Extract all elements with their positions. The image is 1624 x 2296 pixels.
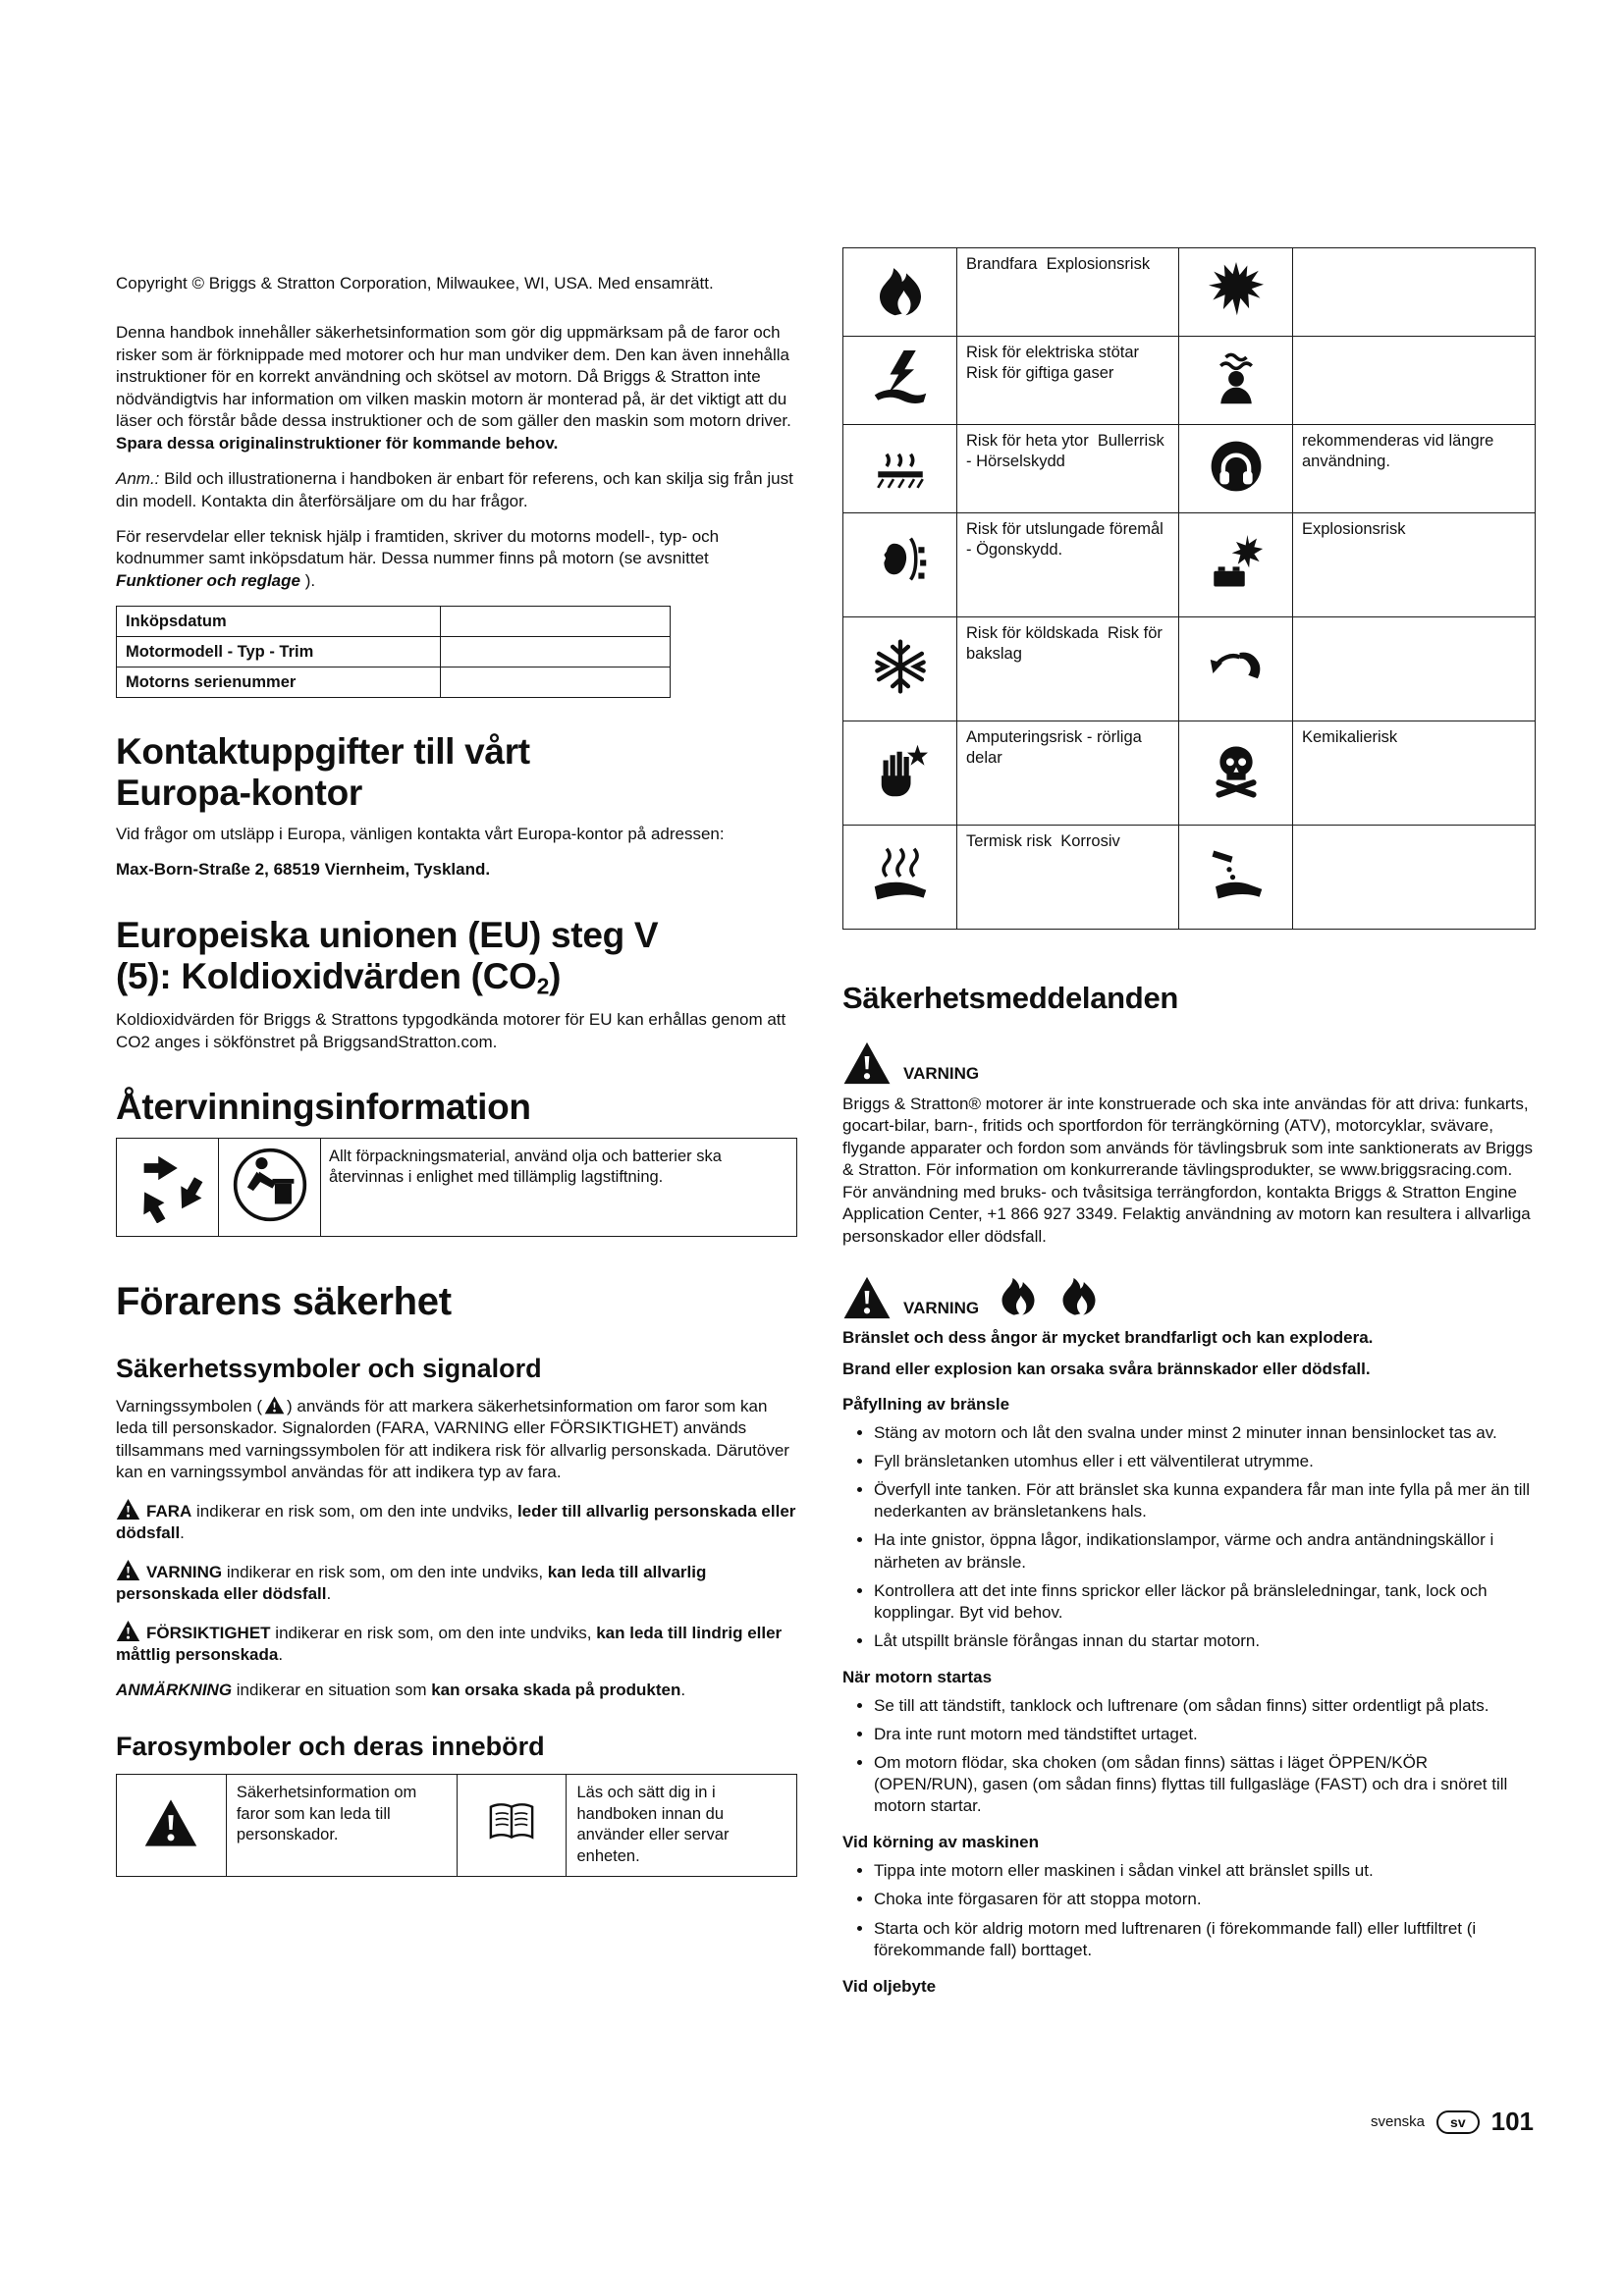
signal-word: VARNING xyxy=(146,1562,223,1581)
symbol-label: Risk för elektriska stötar Risk för giftiga gaser xyxy=(957,337,1179,425)
hazard-meaning-text: Läs och sätt dig in i handboken innan du använder eller servar enheten. xyxy=(567,1774,797,1876)
symbol-label: rekommenderas vid längre användning. xyxy=(1293,425,1536,513)
symbol-cell xyxy=(843,826,957,930)
flame-icon xyxy=(873,262,928,317)
symbol-label: Explosionsrisk xyxy=(1293,513,1536,617)
bullet-item: • Fyll bränsletanken utomhus eller i ett välventilerat utrymme. xyxy=(874,1451,1536,1472)
heading-line: Europa-kontor xyxy=(116,773,362,814)
info-label: Inköpsdatum xyxy=(117,607,441,637)
signal-word: FÖRSIKTIGHET xyxy=(146,1623,271,1642)
symbol-cell xyxy=(843,425,957,513)
table-row xyxy=(843,425,1536,513)
kickback-icon xyxy=(1209,639,1264,694)
subsection-title-starting: När motorn startas xyxy=(842,1667,993,1686)
symbol-label: Risk för köldskada Risk för bakslag xyxy=(957,617,1179,721)
signal-text: indikerar en risk som, om den inte undviks, xyxy=(222,1562,548,1581)
warning-triangle-icon xyxy=(842,1275,892,1320)
language-label: svenska xyxy=(1371,2113,1426,2130)
bullet-list xyxy=(874,1695,1536,1817)
recycling-box xyxy=(116,1138,797,1237)
symbol-label xyxy=(1293,337,1536,425)
bullet-list xyxy=(874,1860,1536,1960)
symbol-cell xyxy=(843,248,957,337)
intro-text: Denna handbok innehåller säkerhetsinformation som gör dig uppmärksam på de faror och risker som är förknippade med motorer och hur man undviker dem. Den kan även innehålla instruktioner för en korrekt användning och skötsel av motorn. Då Briggs & Stratton inte nödvändigtvis har information om vilken maskin motorn är monterad på, är det viktigt att du läser och förstår både dessa instruktioner och de som gäller den maskin som motorn driver. xyxy=(116,323,791,431)
contact-body: Vid frågor om utsläpp i Europa, vänligen kontakta vårt Europa-kontor på adressen: xyxy=(116,824,725,843)
symbol-label: Amputeringsrisk - rörliga delar xyxy=(957,721,1179,826)
corrosive-icon xyxy=(1209,847,1264,902)
notice-text: indikerar en situation som xyxy=(232,1681,432,1700)
recycling-text: Allt förpackningsmaterial, använd olja och batterier ska återvinnas i enlighet med tillämplig lagstiftning. xyxy=(321,1138,797,1236)
note-text: Bild och illustrationerna i handboken är enbart för referens, och kan skilja sig från just din modell. Kontakta din återförsäljare om du har frågor. xyxy=(116,469,793,510)
skull-crossbones-icon xyxy=(1209,743,1264,798)
language-badge: sv xyxy=(1436,2110,1480,2134)
recycle-icon xyxy=(130,1147,206,1223)
bullet-item: • Låt utspillt bränsle förångas innan du startar motorn. xyxy=(874,1630,1536,1652)
table-row xyxy=(843,248,1536,337)
symbol-cell xyxy=(1179,826,1293,930)
signal-end: . xyxy=(326,1584,332,1604)
table-row xyxy=(117,1774,797,1876)
section-heading-safety-messages: Säkerhetsmeddelanden xyxy=(842,981,1179,1015)
warning-label: VARNING xyxy=(903,1299,980,1318)
eu-body: Koldioxidvärden för Briggs & Strattons typgodkända motorer för EU kan erhållas genom att CO2 anges i sökfönstret på BriggsandStratton.com. xyxy=(116,1010,786,1051)
warning-header xyxy=(842,1273,1536,1320)
tidyman-icon xyxy=(232,1147,308,1223)
frostbite-icon xyxy=(873,639,928,694)
electric-shock-icon xyxy=(873,350,928,405)
symbols-intro-post: ) används för att markera säkerhetsinformation om faror som kan leda till personskador. Signalorden (FARA, VARNING eller FÖRSIKTIGHET) används tillsammans med varningssymbolen för att indikera risk för allvarlig personskada. Därutöver kan en varningssymbol användas för att indikera typ av fara. xyxy=(116,1397,789,1482)
symbol-label: Kemikalierisk xyxy=(1293,721,1536,826)
symbol-cell xyxy=(1179,513,1293,617)
notice-word: ANMÄRKNING xyxy=(116,1681,233,1700)
heading-text: (5): Koldioxidvärden (CO xyxy=(116,955,537,996)
battery-explosion-icon xyxy=(1209,535,1264,590)
warning-triangle-icon xyxy=(116,1620,140,1642)
table-row xyxy=(843,617,1536,721)
table-row xyxy=(117,667,671,698)
signal-text: indikerar en risk som, om den inte undviks, xyxy=(270,1623,597,1642)
table-row xyxy=(843,337,1536,425)
symbol-cell xyxy=(1179,337,1293,425)
warning-statement: Bränslet och dess ångor är mycket brandfarligt och kan explodera. xyxy=(842,1328,1374,1348)
thermal-risk-icon xyxy=(873,847,928,902)
flying-objects-icon xyxy=(873,535,928,590)
warning-triangle-icon xyxy=(116,1559,140,1581)
bullet-item: • Ha inte gnistor, öppna lågor, indikationslampor, värme och andra antändningskällor i närheten av bränsle. xyxy=(874,1529,1536,1573)
section-heading-recycling: Återvinningsinformation xyxy=(116,1087,531,1128)
signal-word: FARA xyxy=(146,1501,192,1521)
ear-protection-icon xyxy=(1209,439,1264,494)
co2-subscript: 2 xyxy=(536,973,550,999)
warning-triangle-icon xyxy=(116,1498,140,1521)
signal-text: indikerar en risk som, om den inte undviks, xyxy=(191,1501,517,1521)
info-value xyxy=(440,607,671,637)
info-value xyxy=(440,667,671,698)
info-value xyxy=(440,637,671,667)
left-column xyxy=(116,273,797,1877)
notice-bold: kan orsaka skada på produkten xyxy=(431,1681,681,1700)
subsection-title-operating: Vid körning av maskinen xyxy=(842,1833,1039,1852)
heading-line xyxy=(116,955,562,999)
symbol-cell xyxy=(843,721,957,826)
heading-line: Europeiska unionen (EU) steg V xyxy=(116,914,659,955)
explosion-icon xyxy=(1209,262,1264,317)
symbol-label xyxy=(1293,248,1536,337)
warning-triangle-icon xyxy=(143,1797,198,1848)
table-row xyxy=(843,721,1536,826)
signal-bold: kan leda till allvarlig personskada eller dödsfall xyxy=(116,1562,707,1604)
signal-word-warning xyxy=(116,1559,797,1606)
parts-bold: Funktioner och reglage xyxy=(116,570,300,590)
symbol-cell xyxy=(843,337,957,425)
symbol-cell xyxy=(843,617,957,721)
info-label: Motormodell - Typ - Trim xyxy=(117,637,441,667)
signal-word-caution xyxy=(116,1620,797,1667)
symbol-label: Risk för heta ytor Bullerrisk - Hörselskydd xyxy=(957,425,1179,513)
bullet-item: • Tippa inte motorn eller maskinen i sådan vinkel att bränslet spills ut. xyxy=(874,1860,1536,1882)
warning-triangle-icon xyxy=(842,1041,892,1086)
notice-definition xyxy=(116,1680,797,1701)
bullet-item: • Dra inte runt motorn med tändstiftet urtaget. xyxy=(874,1724,1536,1745)
parts-end: ). xyxy=(299,570,316,590)
fire-icon xyxy=(1057,1273,1101,1316)
info-label: Motorns serienummer xyxy=(117,667,441,698)
signal-end: . xyxy=(180,1523,185,1543)
bullet-item: • Se till att tändstift, tanklock och luftrenare (om sådan finns) sitter ordentligt på plats. xyxy=(874,1695,1536,1717)
section-heading-operator-safety: Förarens säkerhet xyxy=(116,1279,452,1323)
bullet-item: • Kontrollera att det inte finns sprickor eller läckor på bränsleledningar, tank, lock och kopplingar. Byt vid behov. xyxy=(874,1580,1536,1624)
table-row xyxy=(117,607,671,637)
toxic-fumes-icon xyxy=(1209,350,1264,405)
warning-statement: Brand eller explosion kan orsaka svåra brännskador eller dödsfall. xyxy=(842,1360,1371,1379)
page-number: 101 xyxy=(1490,2107,1534,2136)
section-heading-eu xyxy=(116,915,797,999)
intro-paragraph xyxy=(116,322,797,454)
symbol-cell xyxy=(1179,248,1293,337)
bullet-item: • Om motorn flödar, ska choken (om sådan finns) sättas i läget ÖPPEN/KÖR (OPEN/RUN), gasen (om sådan finns) flyttas till fullgasläge (FAST) och dra i snöret till motorn startar. xyxy=(874,1752,1536,1817)
symbol-label: Brandfara Explosionsrisk xyxy=(957,248,1179,337)
symbol-cell xyxy=(117,1138,219,1236)
signal-end: . xyxy=(278,1644,284,1664)
copyright-line: Copyright © Briggs & Stratton Corporation, Milwaukee, WI, USA. Med ensamrätt. xyxy=(116,274,714,293)
subsection-title-fueling: Påfyllning av bränsle xyxy=(842,1395,1010,1415)
hot-surface-icon xyxy=(873,439,928,494)
symbol-cell xyxy=(1179,617,1293,721)
subsection-title-oil-change: Vid oljebyte xyxy=(842,1976,937,1996)
table-row xyxy=(843,826,1536,930)
symbol-cell xyxy=(457,1774,567,1876)
warning-label: VARNING xyxy=(903,1064,980,1084)
bullet-item: • Stäng av motorn och låt den svalna under minst 2 minuter innan bensinlocket tas av. xyxy=(874,1422,1536,1444)
symbol-label: Risk för utslungade föremål - Ögonskydd. xyxy=(957,513,1179,617)
warning-header xyxy=(842,1041,1536,1086)
note-label: Anm.: xyxy=(116,469,160,489)
symbols-intro xyxy=(116,1396,797,1484)
signal-word-danger xyxy=(116,1498,797,1545)
bullet-item: • Överfyll inte tanken. För att bränslet ska kunna expandera får man inte fylla på mer än till nederkanten av bränsletankens hals. xyxy=(874,1479,1536,1522)
bullet-list xyxy=(874,1422,1536,1652)
heading-text: ) xyxy=(549,955,562,996)
parts-text: För reservdelar eller teknisk hjälp i framtiden, skriver du motorns modell-, typ- och kodnummer samt inköpsdatum här. Dessa nummer finns på motorn (se avsnittet xyxy=(116,526,720,568)
symbol-cell xyxy=(117,1774,227,1876)
hazard-meaning-text: Säkerhetsinformation om faror som kan leda till personskador. xyxy=(226,1774,457,1876)
bullet-item: • Choka inte förgasaren för att stoppa motorn. xyxy=(874,1889,1536,1910)
warning-triangle-icon xyxy=(264,1396,285,1415)
hazard-meaning-table xyxy=(116,1774,797,1877)
open-book-icon xyxy=(484,1797,539,1848)
symbols-intro-pre: Varningssymbolen ( xyxy=(116,1397,262,1416)
signal-bold: leder till allvarlig personskada eller dödsfall xyxy=(116,1501,796,1543)
fire-icon xyxy=(997,1273,1040,1316)
amputation-icon xyxy=(873,743,928,798)
engine-info-table xyxy=(116,606,671,698)
symbol-label: Termisk risk Korrosiv xyxy=(957,826,1179,930)
subsection-heading-hazard-symbols: Farosymboler och deras innebörd xyxy=(116,1731,545,1761)
page-footer xyxy=(1371,2107,1534,2137)
parts-paragraph xyxy=(116,526,797,592)
symbol-label xyxy=(1293,617,1536,721)
bullet-item: • Starta och kör aldrig motorn med luftrenaren (i förekommande fall) eller luftfiltret (i förekommande fall) borttaget. xyxy=(874,1918,1536,1961)
symbol-cell xyxy=(219,1138,321,1236)
table-row xyxy=(117,637,671,667)
signal-bold: kan leda till lindrig eller måttlig personskada xyxy=(116,1623,783,1664)
symbol-cell xyxy=(1179,721,1293,826)
intro-bold: Spara dessa originalinstruktioner för kommande behov. xyxy=(116,433,559,453)
symbol-cell xyxy=(843,513,957,617)
section-heading-contact xyxy=(116,731,797,814)
symbol-label xyxy=(1293,826,1536,930)
warning-body: Briggs & Stratton® motorer är inte konstruerade och ska inte användas för att driva: funkarts, gocart-bilar, barn-, fritids och sportfordon för terrängkörning (ATV), motorcyklar, svävare, flygande apparater och fordon som används för tävlingsbruk som inte sanktionerats av Briggs & Stratton. För information om konkurrerande tävlingsprodukter, se www.briggsracing.com. För användning med bruks- och tvåsitsiga terrängfordon, kontakta Briggs & Stratton Engine Application Center, +1 866 927 3349. Felaktig användning av motorn kan resultera i allvarliga personskador eller dödsfall. xyxy=(842,1095,1534,1246)
heading-line: Kontaktuppgifter till vårt xyxy=(116,731,530,773)
table-row xyxy=(843,513,1536,617)
right-column xyxy=(842,247,1536,2004)
note-paragraph xyxy=(116,468,797,512)
symbol-cell xyxy=(1179,425,1293,513)
notice-end: . xyxy=(680,1681,686,1700)
subsection-heading-symbols: Säkerhetssymboler och signalord xyxy=(116,1354,542,1384)
hazard-symbol-table xyxy=(842,247,1536,930)
table-row xyxy=(117,1138,797,1236)
contact-address: Max-Born-Straße 2, 68519 Viernheim, Tyskland. xyxy=(116,860,491,880)
